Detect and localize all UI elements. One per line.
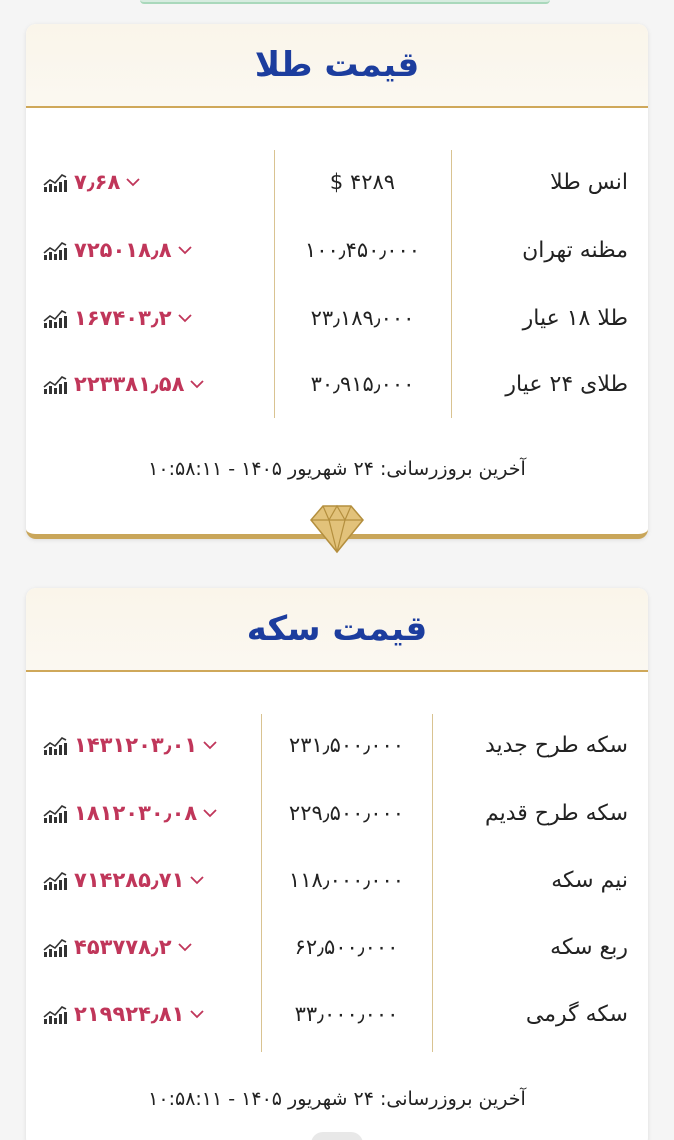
change-value: ۲۲۳۳۸۱٫۵۸ [74, 372, 185, 396]
change-value: ۲۱۹۹۲۴٫۸۱ [74, 1002, 185, 1026]
chevron-down-icon [190, 875, 204, 885]
bar-chart-icon[interactable] [42, 1003, 68, 1025]
row-price: ۳۰٫۹۱۵٫۰۰۰ [310, 372, 415, 396]
row-change [42, 170, 140, 194]
row-change [42, 868, 204, 892]
coin-row-old-design[interactable] [26, 795, 648, 835]
top-tab-strip [140, 0, 550, 4]
row-name: نیم سکه [551, 868, 628, 893]
row-price: ۲۳۱٫۵۰۰٫۰۰۰ [288, 733, 405, 757]
row-price: ۶۲٫۵۰۰٫۰۰۰ [294, 935, 399, 959]
row-change [42, 733, 217, 757]
row-price: ۱۱۸٫۰۰۰٫۰۰۰ [288, 868, 405, 892]
row-name: سکه طرح جدید [484, 733, 628, 758]
diamond-icon [309, 502, 365, 554]
bar-chart-icon[interactable] [42, 307, 68, 329]
gold-row-24k[interactable] [26, 366, 648, 406]
row-change [42, 238, 192, 262]
change-value: ۷۱۴۲۸۵٫۷۱ [74, 868, 185, 892]
change-value: ۷۲۵۰۱۸٫۸ [74, 238, 172, 262]
row-change [42, 1002, 204, 1026]
row-price: ۲۳٫۱۸۹٫۰۰۰ [310, 306, 415, 330]
gold-card-header [26, 24, 648, 108]
gold-row-ounce[interactable] [26, 164, 648, 204]
coin-row-gram[interactable] [26, 996, 648, 1036]
coin-card-header [26, 588, 648, 672]
row-price: $ ۴۲۸۹ [329, 170, 396, 194]
row-change [42, 801, 217, 825]
row-name: انس طلا [550, 170, 628, 195]
bar-chart-icon[interactable] [42, 936, 68, 958]
coin-card-title: قیمت سکه [246, 609, 428, 649]
row-price: ۲۲۹٫۵۰۰٫۰۰۰ [288, 801, 405, 825]
gold-row-18k[interactable] [26, 300, 648, 340]
chevron-down-icon [126, 177, 140, 187]
bar-chart-icon[interactable] [42, 802, 68, 824]
coin-row-new-design[interactable] [26, 727, 648, 767]
row-change [42, 372, 204, 396]
chevron-down-icon [203, 740, 217, 750]
row-price: ۱۰۰٫۴۵۰٫۰۰۰ [304, 238, 421, 262]
row-change [42, 306, 192, 330]
row-name: مظنه تهران [522, 238, 628, 263]
chevron-down-icon [190, 379, 204, 389]
row-name: سکه گرمی [525, 1002, 628, 1027]
change-value: ۱۸۱۲۰۳۰٫۰۸ [74, 801, 198, 825]
chevron-down-icon [190, 1009, 204, 1019]
chevron-down-icon [178, 313, 192, 323]
change-value: ۴۵۳۷۷۸٫۲ [74, 935, 172, 959]
bar-chart-icon[interactable] [42, 171, 68, 193]
coin-price-card [26, 588, 648, 1140]
chevron-down-icon [178, 942, 192, 952]
coin-row-quarter[interactable] [26, 929, 648, 969]
diamond-icon [311, 1132, 363, 1140]
row-price: ۳۳٫۰۰۰٫۰۰۰ [294, 1002, 399, 1026]
bar-chart-icon[interactable] [42, 734, 68, 756]
coin-row-half[interactable] [26, 862, 648, 902]
row-name: سکه طرح قدیم [484, 801, 628, 826]
row-name: ربع سکه [550, 935, 628, 960]
bar-chart-icon[interactable] [42, 869, 68, 891]
row-name: طلا ۱۸ عیار [522, 306, 628, 331]
gold-price-card [26, 24, 648, 539]
change-value: ۱۶۷۴۰۳٫۲ [74, 306, 172, 330]
chevron-down-icon [178, 245, 192, 255]
change-value: ۱۴۳۱۲۰۳٫۰۱ [74, 733, 198, 757]
row-change [42, 935, 192, 959]
bar-chart-icon[interactable] [42, 373, 68, 395]
row-name: طلای ۲۴ عیار [505, 372, 628, 397]
gold-card-title: قیمت طلا [254, 45, 420, 85]
coin-last-updated: آخرین بروزرسانی: ۲۴ شهریور ۱۴۰۵ - ۱۰:۵۸:۱۱ [148, 1088, 526, 1110]
gold-row-tehran[interactable] [26, 232, 648, 272]
change-value: ۷٫۶۸ [74, 170, 121, 194]
chevron-down-icon [203, 808, 217, 818]
bar-chart-icon[interactable] [42, 239, 68, 261]
gold-last-updated: آخرین بروزرسانی: ۲۴ شهریور ۱۴۰۵ - ۱۰:۵۸:۱۱ [148, 458, 526, 480]
